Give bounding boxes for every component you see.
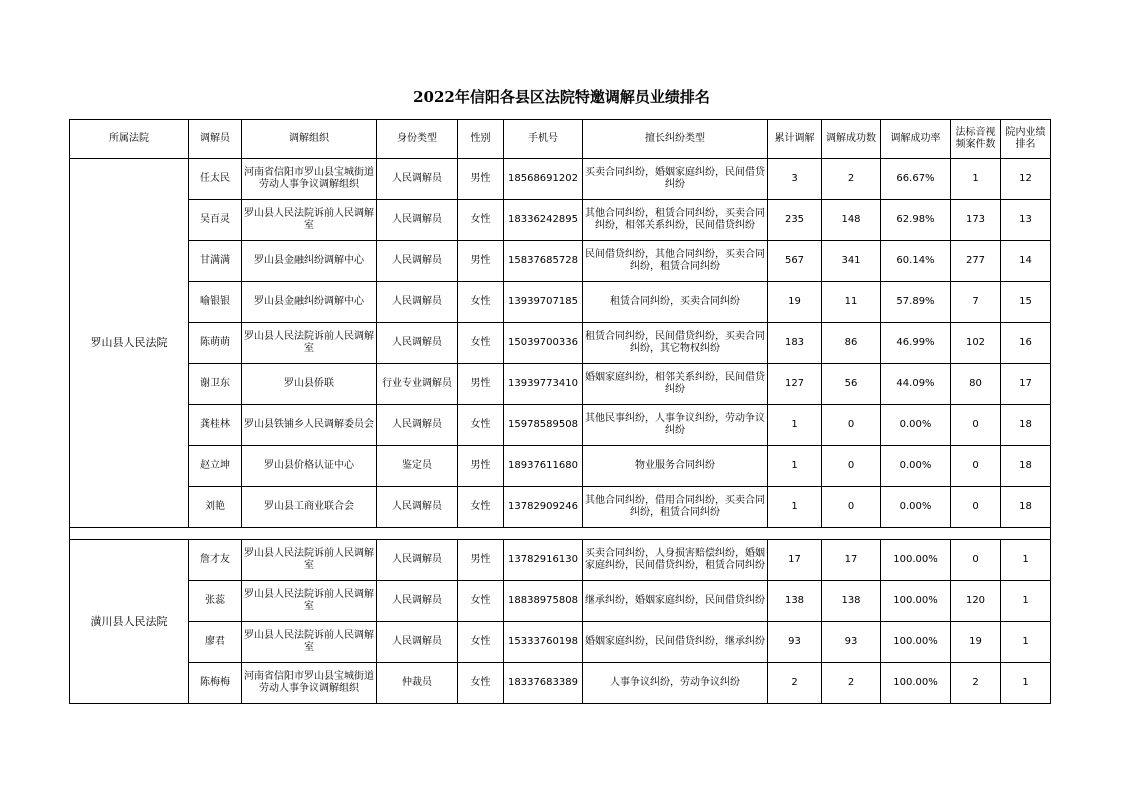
mediator-name: 谢卫东 [189, 364, 242, 405]
mediation-org: 河南省信阳市罗山县宝城街道劳动人事争议调解组织 [242, 159, 377, 200]
internal-rank: 18 [1001, 405, 1051, 446]
mediator-name: 张蕊 [189, 581, 242, 622]
specialty: 人事争议纠纷，劳动争议纠纷 [583, 663, 768, 704]
mediation-org: 罗山县价格认证中心 [242, 446, 377, 487]
identity-type: 人民调解员 [377, 282, 458, 323]
identity-type: 行业专业调解员 [377, 364, 458, 405]
gender: 女性 [458, 487, 504, 528]
video-case-count: 0 [951, 446, 1001, 487]
success-rate: 100.00% [881, 540, 951, 581]
mediator-name: 甘满满 [189, 241, 242, 282]
gender: 女性 [458, 622, 504, 663]
video-case-count: 0 [951, 405, 1001, 446]
video-case-count: 80 [951, 364, 1001, 405]
specialty: 婚姻家庭纠纷，民间借贷纠纷，继承纠纷 [583, 622, 768, 663]
internal-rank: 13 [1001, 200, 1051, 241]
success-rate: 100.00% [881, 663, 951, 704]
identity-type: 人民调解员 [377, 241, 458, 282]
success-count: 2 [822, 663, 881, 704]
total-mediations: 3 [768, 159, 822, 200]
identity-type: 人民调解员 [377, 323, 458, 364]
table-row [70, 364, 1051, 405]
table-row [70, 622, 1051, 663]
total-mediations: 1 [768, 405, 822, 446]
total-mediations: 2 [768, 663, 822, 704]
video-case-count: 102 [951, 323, 1001, 364]
total-mediations: 567 [768, 241, 822, 282]
header-video: 法标音视频案件数 [951, 120, 1001, 159]
internal-rank: 1 [1001, 540, 1051, 581]
total-mediations: 235 [768, 200, 822, 241]
header-mediator: 调解员 [189, 120, 242, 159]
gender: 男性 [458, 364, 504, 405]
mediation-org: 罗山县人民法院诉前人民调解室 [242, 581, 377, 622]
video-case-count: 0 [951, 487, 1001, 528]
video-case-count: 2 [951, 663, 1001, 704]
mediation-org: 罗山县人民法院诉前人民调解室 [242, 200, 377, 241]
identity-type: 人民调解员 [377, 540, 458, 581]
video-case-count: 7 [951, 282, 1001, 323]
success-count: 56 [822, 364, 881, 405]
phone-number: 18937611680 [504, 446, 583, 487]
internal-rank: 17 [1001, 364, 1051, 405]
success-rate: 100.00% [881, 622, 951, 663]
table-row [70, 241, 1051, 282]
mediation-org: 罗山县侨联 [242, 364, 377, 405]
internal-rank: 1 [1001, 581, 1051, 622]
internal-rank: 14 [1001, 241, 1051, 282]
specialty: 婚姻家庭纠纷，相邻关系纠纷，民间借贷纠纷 [583, 364, 768, 405]
mediation-org: 河南省信阳市罗山县宝城街道劳动人事争议调解组织 [242, 663, 377, 704]
mediator-name: 陈萌萌 [189, 323, 242, 364]
header-court: 所属法院 [70, 120, 189, 159]
gender: 男性 [458, 159, 504, 200]
success-rate: 60.14% [881, 241, 951, 282]
phone-number: 18838975808 [504, 581, 583, 622]
gender: 女性 [458, 663, 504, 704]
group-gap-cell [70, 528, 1051, 540]
gender: 男性 [458, 540, 504, 581]
video-case-count: 173 [951, 200, 1001, 241]
table-row [70, 581, 1051, 622]
phone-number: 13782909246 [504, 487, 583, 528]
success-rate: 66.67% [881, 159, 951, 200]
gender: 女性 [458, 581, 504, 622]
specialty: 继承纠纷，婚姻家庭纠纷，民间借贷纠纷 [583, 581, 768, 622]
total-mediations: 93 [768, 622, 822, 663]
mediation-org: 罗山县人民法院诉前人民调解室 [242, 540, 377, 581]
gender: 女性 [458, 323, 504, 364]
total-mediations: 19 [768, 282, 822, 323]
phone-number: 18568691202 [504, 159, 583, 200]
mediator-name: 陈梅梅 [189, 663, 242, 704]
gender: 男性 [458, 446, 504, 487]
video-case-count: 0 [951, 540, 1001, 581]
success-count: 0 [822, 446, 881, 487]
specialty: 买卖合同纠纷，婚姻家庭纠纷，民间借贷纠纷 [583, 159, 768, 200]
success-count: 2 [822, 159, 881, 200]
internal-rank: 1 [1001, 622, 1051, 663]
table-row [70, 200, 1051, 241]
court-name: 罗山县人民法院 [70, 159, 189, 528]
success-count: 93 [822, 622, 881, 663]
internal-rank: 18 [1001, 487, 1051, 528]
identity-type: 人民调解员 [377, 487, 458, 528]
group-gap-row [70, 528, 1051, 540]
identity-type: 鉴定员 [377, 446, 458, 487]
specialty: 物业服务合同纠纷 [583, 446, 768, 487]
table-row [70, 540, 1051, 581]
success-count: 341 [822, 241, 881, 282]
mediator-name: 龚桂林 [189, 405, 242, 446]
success-rate: 46.99% [881, 323, 951, 364]
total-mediations: 1 [768, 487, 822, 528]
phone-number: 18337683389 [504, 663, 583, 704]
identity-type: 人民调解员 [377, 622, 458, 663]
mediator-name: 任太民 [189, 159, 242, 200]
court-name: 潢川县人民法院 [70, 540, 189, 704]
phone-number: 13782916130 [504, 540, 583, 581]
phone-number: 15837685728 [504, 241, 583, 282]
success-count: 0 [822, 487, 881, 528]
success-rate: 62.98% [881, 200, 951, 241]
success-rate: 57.89% [881, 282, 951, 323]
header-identity: 身份类型 [377, 120, 458, 159]
mediator-name: 赵立坤 [189, 446, 242, 487]
internal-rank: 15 [1001, 282, 1051, 323]
identity-type: 人民调解员 [377, 200, 458, 241]
mediation-org: 罗山县铁铺乡人民调解委员会 [242, 405, 377, 446]
table-row [70, 487, 1051, 528]
video-case-count: 1 [951, 159, 1001, 200]
phone-number: 15333760198 [504, 622, 583, 663]
success-rate: 0.00% [881, 487, 951, 528]
identity-type: 人民调解员 [377, 405, 458, 446]
specialty: 其他合同纠纷，租赁合同纠纷，买卖合同纠纷，相邻关系纠纷，民间借贷纠纷 [583, 200, 768, 241]
mediation-org: 罗山县金融纠纷调解中心 [242, 241, 377, 282]
internal-rank: 1 [1001, 663, 1051, 704]
specialty: 租赁合同纠纷，民间借贷纠纷，买卖合同纠纷，其它物权纠纷 [583, 323, 768, 364]
page-title: 2022年信阳各县区法院特邀调解员业绩排名 [413, 88, 710, 106]
header-specialty: 擅长纠纷类型 [583, 120, 768, 159]
video-case-count: 277 [951, 241, 1001, 282]
success-count: 148 [822, 200, 881, 241]
specialty: 其他合同纠纷，借用合同纠纷，买卖合同纠纷，租赁合同纠纷 [583, 487, 768, 528]
mediator-name: 廖君 [189, 622, 242, 663]
success-count: 0 [822, 405, 881, 446]
specialty: 买卖合同纠纷，人身损害赔偿纠纷，婚姻家庭纠纷，民间借贷纠纷，租赁合同纠纷 [583, 540, 768, 581]
success-count: 138 [822, 581, 881, 622]
mediator-name: 吴百灵 [189, 200, 242, 241]
success-count: 11 [822, 282, 881, 323]
total-mediations: 17 [768, 540, 822, 581]
phone-number: 15039700336 [504, 323, 583, 364]
success-count: 17 [822, 540, 881, 581]
success-count: 86 [822, 323, 881, 364]
identity-type: 仲裁员 [377, 663, 458, 704]
mediator-name: 詹才友 [189, 540, 242, 581]
video-case-count: 19 [951, 622, 1001, 663]
gender: 女性 [458, 405, 504, 446]
mediator-name: 刘艳 [189, 487, 242, 528]
specialty: 其他民事纠纷，人事争议纠纷，劳动争议纠纷 [583, 405, 768, 446]
internal-rank: 18 [1001, 446, 1051, 487]
mediator-name: 喻银银 [189, 282, 242, 323]
specialty: 租赁合同纠纷，买卖合同纠纷 [583, 282, 768, 323]
total-mediations: 183 [768, 323, 822, 364]
success-rate: 0.00% [881, 446, 951, 487]
identity-type: 人民调解员 [377, 159, 458, 200]
phone-number: 15978589508 [504, 405, 583, 446]
header-rank: 院内业绩排名 [1001, 120, 1051, 159]
success-rate: 44.09% [881, 364, 951, 405]
table-row [70, 323, 1051, 364]
header-org: 调解组织 [242, 120, 377, 159]
internal-rank: 12 [1001, 159, 1051, 200]
performance-table [69, 119, 1051, 704]
success-rate: 0.00% [881, 405, 951, 446]
mediation-org: 罗山县人民法院诉前人民调解室 [242, 622, 377, 663]
mediation-org: 罗山县工商业联合会 [242, 487, 377, 528]
header-row [70, 120, 1051, 159]
total-mediations: 1 [768, 446, 822, 487]
internal-rank: 16 [1001, 323, 1051, 364]
header-gender: 性别 [458, 120, 504, 159]
total-mediations: 138 [768, 581, 822, 622]
header-total: 累计调解 [768, 120, 822, 159]
specialty: 民间借贷纠纷，其他合同纠纷，买卖合同纠纷，租赁合同纠纷 [583, 241, 768, 282]
phone-number: 18336242895 [504, 200, 583, 241]
gender: 女性 [458, 282, 504, 323]
table-row [70, 282, 1051, 323]
phone-number: 13939707185 [504, 282, 583, 323]
identity-type: 人民调解员 [377, 581, 458, 622]
table-row [70, 446, 1051, 487]
header-rate: 调解成功率 [881, 120, 951, 159]
table-row [70, 405, 1051, 446]
header-phone: 手机号 [504, 120, 583, 159]
success-rate: 100.00% [881, 581, 951, 622]
video-case-count: 120 [951, 581, 1001, 622]
total-mediations: 127 [768, 364, 822, 405]
header-success: 调解成功数 [822, 120, 881, 159]
gender: 女性 [458, 200, 504, 241]
table-row [70, 159, 1051, 200]
gender: 男性 [458, 241, 504, 282]
mediation-org: 罗山县人民法院诉前人民调解室 [242, 323, 377, 364]
phone-number: 13939773410 [504, 364, 583, 405]
mediation-org: 罗山县金融纠纷调解中心 [242, 282, 377, 323]
table-row [70, 663, 1051, 704]
